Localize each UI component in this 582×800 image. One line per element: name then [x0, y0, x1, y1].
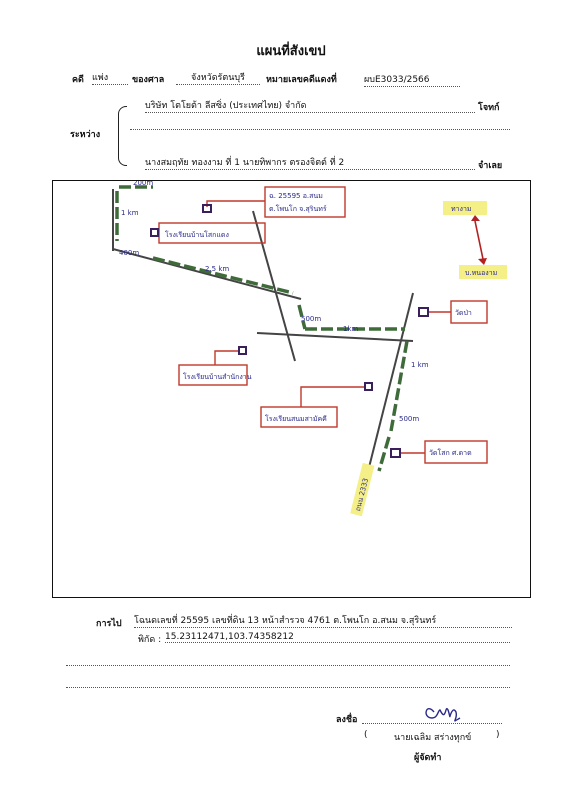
school-3-pointer [301, 387, 365, 407]
road-diagonal [113, 249, 301, 299]
plaintiff-name: บริษัท โตโยต้า ลีสซิ่ง (ประเทศไทย) จำกัด [145, 98, 475, 113]
dist-500m-b: 500m [399, 415, 420, 423]
dist-500m-a: 500m [301, 315, 322, 323]
route-text: โฉนดเลขที่ 25595 เลขที่ดิน 13 หน้าสำรวจ 4761 ต.โพนโก อ.สนม จ.สุรินทร์ [134, 613, 512, 628]
plaintiff-role: โจทก์ [478, 103, 500, 113]
school-2-label: โรงเรียนบ้านสำนักงาน [183, 373, 252, 381]
between-label: ระหว่าง [70, 130, 101, 140]
route-label: การไป [96, 619, 122, 629]
blank-line [66, 664, 510, 666]
temple-1-label: วัดป่า [455, 309, 472, 317]
temple-2-label: วัดโสก ศ.ดาด [429, 449, 472, 457]
north-label: ทางาม [451, 205, 472, 213]
compass-arrow-south-icon [478, 258, 487, 265]
destination-pointer [207, 201, 265, 207]
map-drawing [53, 181, 530, 597]
road-north-branch [253, 211, 295, 361]
signer-paren-open: ( [364, 730, 368, 740]
road-east-west [257, 333, 413, 341]
dist-1km-c: 1 km [411, 361, 429, 369]
school-1-label: โรงเรียนบ้านโสกแดง [165, 231, 229, 239]
court-name: จังหวัดรัตนบุรี [176, 70, 260, 85]
school-2-pointer [215, 351, 239, 365]
sketch-map [52, 180, 531, 598]
case-type: แพ่ง [92, 70, 128, 85]
road-number-label: ถนน 2333 [354, 477, 371, 513]
school-3-label: โรงเรียนสนมสามัคคี [265, 415, 327, 423]
red-case-label: หมายเลขคดีแดงที่ [266, 75, 337, 85]
compass-line [475, 221, 483, 259]
page-title: แผนที่สังเขป [256, 44, 326, 59]
blank-line [130, 128, 510, 130]
south-label: บ.หนองาม [465, 269, 498, 277]
dist-1km-a: 1 km [121, 209, 139, 217]
case-label: คดี [72, 75, 84, 85]
school-3-marker [365, 383, 372, 390]
destination-line-2: ต.โพนโก จ.สุรินทร์ [269, 205, 327, 213]
defendant-names: นางสมฤทัย ทองงาม ที่ 1 นายทิพากร ตรองจิตต์ ที่ 2 [145, 155, 475, 170]
signer-role: ผู้จัดทำ [414, 753, 442, 763]
signer-name: นายเฉลิม สร่างทุกข์ [394, 733, 472, 743]
signer-paren-close: ) [496, 730, 500, 740]
route-500m-south [379, 437, 389, 471]
red-case-number: ผบE3033/2566 [364, 72, 460, 87]
coords-value: 15.23112471,103.74358212 [165, 632, 510, 643]
temple-2-marker [391, 449, 400, 457]
defendant-role: จำเลย [478, 161, 503, 171]
dist-200m: 200m [133, 181, 154, 187]
school-1-marker [151, 229, 158, 236]
blank-line [66, 686, 510, 688]
signature-mark [420, 696, 468, 726]
temple-1-marker [419, 308, 428, 316]
destination-line-1: ฉ. 25595 อ.สนม [269, 192, 323, 200]
sign-label: ลงชื่อ [336, 715, 358, 725]
dist-2-5km: 2.5 km [205, 265, 230, 273]
court-label: ของศาล [132, 75, 165, 85]
dist-1km-b: 1km [343, 325, 359, 333]
school-2-marker [239, 347, 246, 354]
coords-label: พิกัด : [138, 635, 162, 645]
dist-400m: 400m [119, 249, 140, 257]
between-bracket [118, 106, 127, 166]
compass-arrow-north-icon [471, 215, 480, 221]
